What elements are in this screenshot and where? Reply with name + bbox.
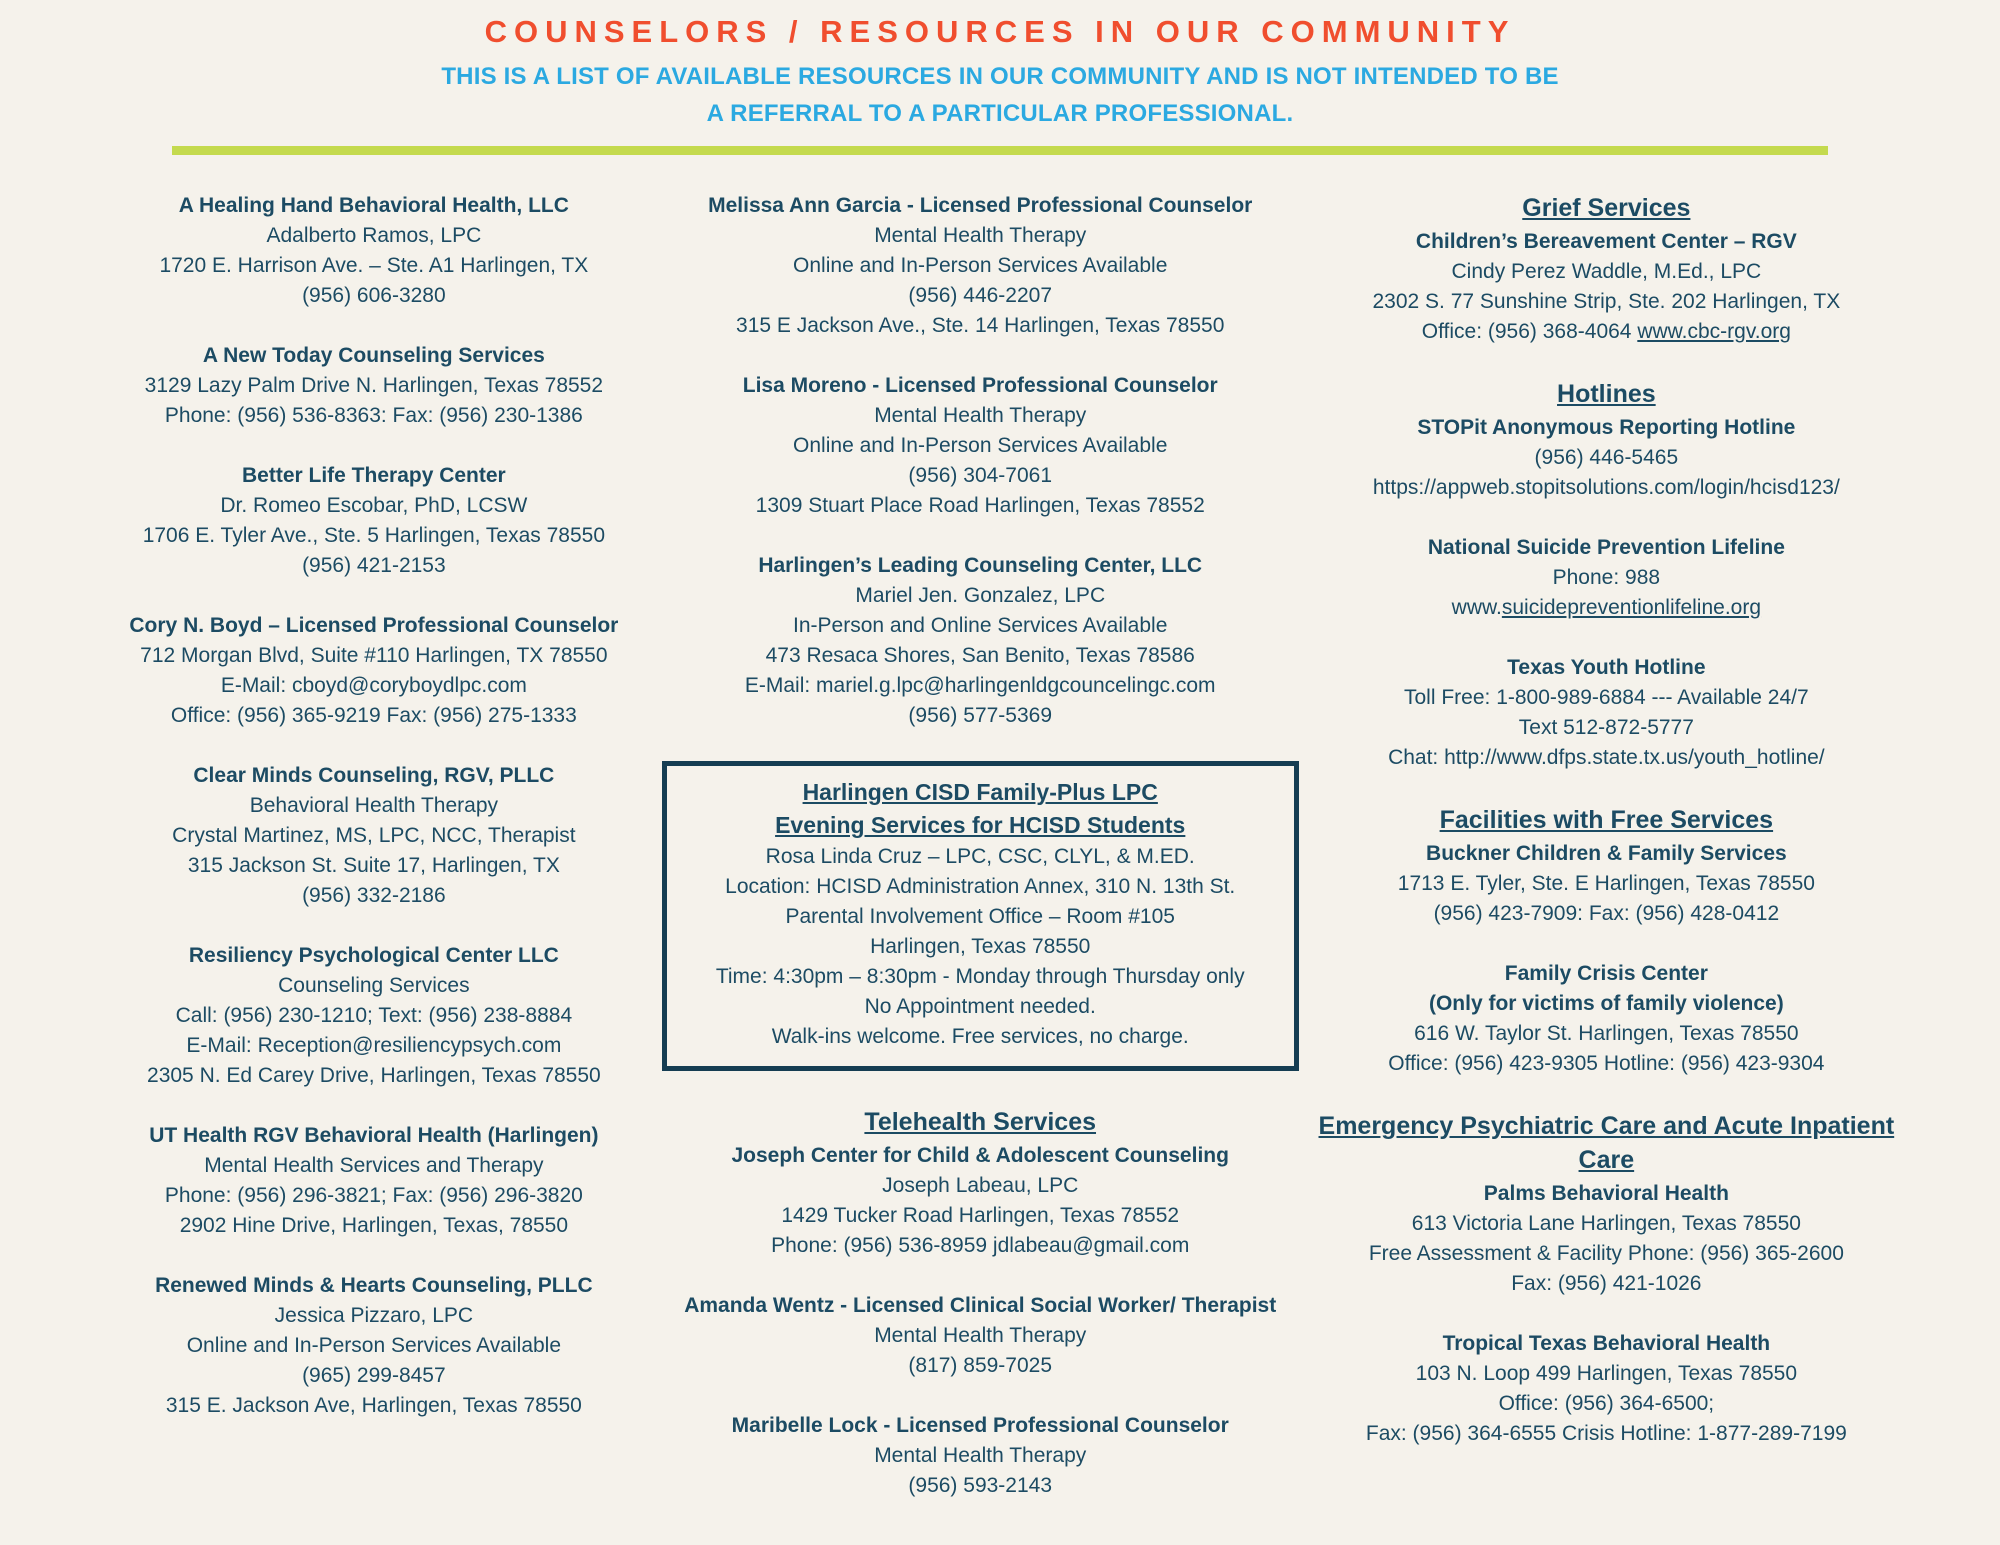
entry-line: 2902 Hine Drive, Harlingen, Texas, 78550 [179,1214,569,1237]
resource-entry [88,611,660,731]
resource-entry [1301,959,1912,1079]
entry-title [660,1411,1301,1441]
entry-line: Online and In-Person Services Available [793,434,1168,457]
entry-line: (956) 423-7909: Fax: (956) 428-0412 [1433,902,1780,925]
entry-title-text: Lisa Moreno - Licensed Professional Counselor [742,374,1218,397]
entry-line: (956) 332-2186 [302,884,446,907]
entry-line: 103 N. Loop 499 Harlingen, Texas 78550 [1415,1362,1798,1385]
resource-entry [88,761,660,911]
entry-title [88,761,660,791]
page-subtitle: THIS IS A LIST OF AVAILABLE RESOURCES IN OUR COMMUNITY AND IS NOT INTENDED TO BE A REFERRAL TO A PARTICULAR PROFESSIONAL. [441,63,1559,127]
entry-line: Toll Free: 1-800-989-6884 --- Available 24/7 [1404,686,1809,709]
entry-title [1301,533,1912,563]
entry-line: Mental Health Therapy [874,224,1087,247]
entry-line: (956) 446-5465 [1534,446,1679,469]
section-heading-text: Hotlines [1557,380,1656,408]
entry-line: Behavioral Health Therapy [249,794,498,817]
entry-title-text: Cory N. Boyd – Licensed Professional Counselor [129,614,619,637]
entry-title-text: Tropical Texas Behavioral Health [1442,1332,1771,1355]
entry-line: Office: (956) 364-6500; [1498,1392,1715,1415]
entry-title [1301,1329,1912,1359]
entry-line: Jessica Pizzaro, LPC [274,1304,474,1327]
entry-title-text: A New Today Counseling Services [202,344,545,367]
entry-title-text: Palms Behavioral Health [1483,1182,1729,1205]
resource-entry [660,551,1301,731]
cisd-family-plus-box [662,761,1299,1071]
resource-entry [88,461,660,581]
entry-title [1301,1179,1912,1209]
entry-line: Joseph Labeau, LPC [882,1174,1079,1197]
entry-title [660,191,1301,221]
page-header [0,0,2000,155]
entry-line: Cindy Perez Waddle, M.Ed., LPC [1451,260,1762,283]
entry-line: 3129 Lazy Palm Drive N. Harlingen, Texas 78552 [144,374,604,397]
entry-title [660,1291,1301,1321]
entry-line: Walk-ins welcome. Free services, no charge. [771,1025,1189,1048]
green-divider [172,146,1828,155]
resource-entry [1301,1179,1912,1299]
entry-line: Text 512-872-5777 [1518,716,1694,739]
entry-title-text: STOPit Anonymous Reporting Hotline [1417,416,1796,439]
resource-entry [1301,1329,1912,1449]
entry-line: Fax: (956) 364-6555 Crisis Hotline: 1-877-289-7199 [1365,1422,1847,1445]
entry-line: Phone: (956) 296-3821; Fax: (956) 296-3820 [164,1184,583,1207]
entry-line: No Appointment needed. [864,995,1096,1018]
entry-line: Online and In-Person Services Available [186,1334,562,1357]
resource-entry [660,191,1301,341]
entry-line: E-Mail: Reception@resiliencypsych.com [186,1034,562,1057]
entry-line: Dr. Romeo Escobar, PhD, LCSW [220,494,528,517]
resource-entry [660,371,1301,521]
entry-line: Mental Health Therapy [874,1324,1087,1347]
resource-entry [88,1121,660,1241]
resource-entry [660,1291,1301,1381]
entry-title-text: Melissa Ann Garcia - Licensed Professional Counselor [708,194,1253,217]
entry-title [660,1141,1301,1171]
resource-entry [660,1141,1301,1261]
entry-line: Mental Health Therapy [874,1444,1087,1467]
entry-title [88,1271,660,1301]
resource-entry [1301,227,1912,347]
section-heading [660,1105,1301,1139]
entry-title [660,551,1301,581]
entry-line: www.suicidepreventionlifeline.org [1451,596,1762,619]
website-link[interactable]: www.cbc-rgv.org [1637,320,1791,343]
column-3 [1301,191,1912,1531]
entry-line: In-Person and Online Services Available [793,614,1168,637]
entry-line: Rosa Linda Cruz – LPC, CSC, CLYL, & M.ED. [765,845,1195,868]
entry-line: Parental Involvement Office – Room #105 [785,905,1175,928]
entry-title-text: Buckner Children & Family Services [1426,842,1787,865]
entry-line: Mental Health Services and Therapy [204,1154,544,1177]
entry-title-text: Texas Youth Hotline [1507,656,1706,679]
resource-entry [1301,653,1912,773]
entry-line: 1429 Tucker Road Harlingen, Texas 78552 [781,1204,1180,1227]
resource-entry [660,1411,1301,1501]
entry-line: 2305 N. Ed Carey Drive, Harlingen, Texas 78550 [147,1064,601,1087]
entry-title [88,461,660,491]
entry-title-text: UT Health RGV Behavioral Health (Harlingen) [149,1124,599,1147]
entry-line: (817) 859-7025 [908,1354,1053,1377]
entry-line: Mariel Jen. Gonzalez, LPC [855,584,1106,607]
entry-line: Online and In-Person Services Available [793,254,1168,277]
entry-line: 2302 S. 77 Sunshine Strip, Ste. 202 Harlingen, TX [1372,290,1841,313]
entry-line: Office: (956) 423-9305 Hotline: (956) 423-9304 [1388,1052,1825,1075]
entry-title [1301,959,1912,989]
section-heading-text: Grief Services [1522,194,1691,222]
entry-line: 1309 Stuart Place Road Harlingen, Texas 78552 [755,494,1205,517]
resource-columns [0,155,2000,1531]
entry-title [660,371,1301,401]
entry-title [681,776,1280,809]
entry-title-text: Harlingen CISD Family-Plus LPC [802,779,1158,805]
entry-line: 1706 E. Tyler Ave., Ste. 5 Harlingen, Texas 78550 [142,524,606,547]
entry-line: Time: 4:30pm – 8:30pm - Monday through Thursday only [715,965,1245,988]
entry-line: 1713 E. Tyler, Ste. E Harlingen, Texas 78550 [1397,872,1815,895]
section-heading [1301,377,1912,411]
entry-line: 1720 E. Harrison Ave. – Ste. A1 Harlingen, TX [159,254,589,277]
resource-entry [1301,533,1912,623]
entry-line: Chat: http://www.dfps.state.tx.us/youth_hotline/ [1388,746,1825,769]
entry-title [88,941,660,971]
entry-title-text: Amanda Wentz - Licensed Clinical Social Worker/ Therapist [684,1294,1277,1317]
entry-title [1301,413,1912,443]
entry-title [1301,989,1912,1019]
entry-title [88,611,660,641]
entry-line: Phone: (956) 536-8959 jdlabeau@gmail.com [771,1234,1190,1257]
website-link[interactable]: suicidepreventionlifeline.org [1501,596,1762,619]
entry-line: Phone: 988 [1552,566,1661,589]
entry-line: (956) 606-3280 [302,284,446,307]
resource-entry [88,941,660,1091]
entry-line: (956) 593-2143 [908,1474,1053,1497]
section-heading-text: Telehealth Services [864,1108,1097,1136]
column-1 [88,191,660,1531]
entry-line: E-Mail: mariel.g.lpc@harlingenldgcouncelingc.com [744,674,1216,697]
section-heading-text: Facilities with Free Services [1439,806,1774,834]
entry-title-text: National Suicide Prevention Lifeline [1427,536,1785,559]
entry-title [88,191,660,221]
entry-line: 712 Morgan Blvd, Suite #110 Harlingen, TX 78550 [140,644,608,667]
entry-line: (956) 421-2153 [302,554,446,577]
entry-title-text: Joseph Center for Child & Adolescent Counseling [731,1144,1229,1167]
entry-title-text: Renewed Minds & Hearts Counseling, PLLC [155,1274,593,1297]
entry-title [88,341,660,371]
resource-entry [1301,413,1912,503]
entry-line: 315 E Jackson Ave., Ste. 14 Harlingen, Texas 78550 [736,314,1225,337]
entry-line: 613 Victoria Lane Harlingen, Texas 78550 [1411,1212,1801,1235]
entry-title-text: A Healing Hand Behavioral Health, LLC [178,194,569,217]
entry-line: Free Assessment & Facility Phone: (956) 365-2600 [1368,1242,1844,1265]
entry-title-text: Evening Services for HCISD Students [775,812,1186,838]
entry-line: 473 Resaca Shores, San Benito, Texas 78586 [765,644,1195,667]
entry-line: 315 Jackson St. Suite 17, Harlingen, TX [187,854,560,877]
entry-title-text: Resiliency Psychological Center LLC [188,944,559,967]
entry-title [88,1121,660,1151]
entry-title-text: Maribelle Lock - Licensed Professional Counselor [731,1414,1229,1437]
entry-title [1301,839,1912,869]
entry-title [681,809,1280,842]
entry-line: (956) 577-5369 [908,704,1053,727]
entry-line: (956) 446-2207 [908,284,1053,307]
entry-title-text: Family Crisis Center [1504,962,1708,985]
entry-title-text: Clear Minds Counseling, RGV, PLLC [193,764,555,787]
entry-title-text: Better Life Therapy Center [242,464,506,487]
section-heading [1301,803,1912,837]
page-title: COUNSELORS / RESOURCES IN OUR COMMUNITY [484,14,1516,49]
entry-line: Counseling Services [278,974,470,997]
entry-line: Location: HCISD Administration Annex, 310 N. 13th St. [725,875,1236,898]
entry-line: Adalberto Ramos, LPC [266,224,482,247]
resource-entry [88,1271,660,1421]
entry-title-text: (Only for victims of family violence) [1428,992,1784,1015]
entry-line: Phone: (956) 536-8363: Fax: (956) 230-1386 [164,404,583,427]
section-heading-text: Emergency Psychiatric Care and Acute Inpatient Care [1318,1112,1895,1174]
entry-line: Crystal Martinez, MS, LPC, NCC, Therapist [172,824,576,847]
section-heading [1301,191,1912,225]
entry-line: (956) 304-7061 [908,464,1053,487]
entry-line: Harlingen, Texas 78550 [870,935,1091,958]
resource-entry [1301,839,1912,929]
entry-line: 315 E. Jackson Ave, Harlingen, Texas 78550 [165,1394,582,1417]
entry-title [1301,653,1912,683]
entry-line: Office: (956) 365-9219 Fax: (956) 275-1333 [170,704,577,727]
entry-line: Mental Health Therapy [874,404,1087,427]
entry-title [1301,227,1912,257]
column-2 [660,191,1301,1531]
resource-entry [88,191,660,311]
entry-line: 616 W. Taylor St. Harlingen, Texas 78550 [1414,1022,1799,1045]
entry-title-text: Harlingen’s Leading Counseling Center, LLC [758,554,1203,577]
entry-line: (965) 299-8457 [302,1364,446,1387]
entry-line: https://appweb.stopitsolutions.com/login/hcisd123/ [1372,476,1840,499]
entry-line: E-Mail: cboyd@coryboydlpc.com [220,674,527,697]
entry-line: Call: (956) 230-1210; Text: (956) 238-8884 [175,1004,573,1027]
entry-line: Office: (956) 368-4064 www.cbc-rgv.org [1421,320,1791,343]
entry-title-text: Children’s Bereavement Center – RGV [1415,230,1797,253]
section-heading [1301,1109,1912,1177]
resource-entry [88,341,660,431]
entry-line: Fax: (956) 421-1026 [1511,1272,1702,1295]
